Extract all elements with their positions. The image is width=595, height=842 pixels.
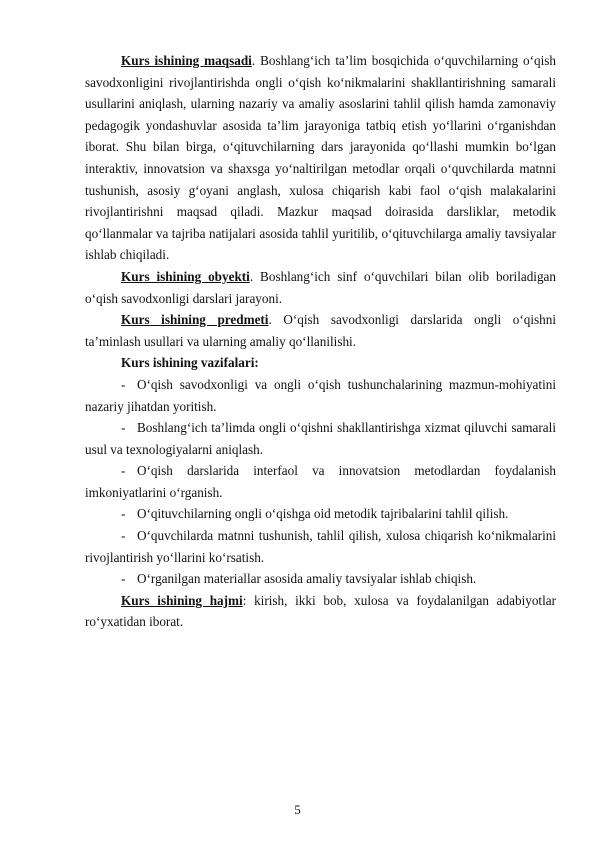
list-item-text: Boshlang‘ich ta’limda ongli o‘qishni shakllantirishga xizmat qiluvchi samarali usul va texnologiyalarni aniqlash. [85, 420, 556, 457]
list-item [85, 374, 556, 417]
text-predmet: . O‘qish savodxonligi darslarida ongli o‘qishni ta’minlash usullari va ularning amaliy qo‘llanilishi. [85, 312, 557, 349]
page-number: 5 [294, 802, 301, 817]
list-item-text: O‘qish darslarida interfaol va innovatsion metodlardan foydalanish imkoniyatlarini o‘rganish. [85, 463, 556, 500]
paragraph-hajmi [85, 590, 556, 633]
heading-predmet: Kurs ishining predmeti [121, 312, 269, 328]
paragraph-obyekt [85, 266, 556, 309]
list-item [85, 525, 556, 568]
list-item-text: O‘qish savodxonligi va ongli o‘qish tushunchalarining mazmun-mohiyatini nazariy jihatdan yoritish. [85, 376, 556, 414]
heading-vazifalar: Kurs ishining vazifalari: [121, 355, 259, 371]
paragraph-maqsad [85, 50, 556, 266]
dash-bullet: - [121, 571, 126, 587]
dash-bullet: - [121, 376, 126, 392]
list-item [85, 503, 556, 525]
list-item [85, 417, 556, 460]
dash-bullet: - [121, 528, 126, 544]
dash-bullet: - [121, 463, 126, 479]
text-maqsad: . Boshlang‘ich ta’lim bosqichida o‘quvchilarning o‘qish savodxonligini rivojlantirishda ongli o‘qish ko‘nikmalarini shakllantirishning samarali usullarini aniqlash, ularning nazariy va amaliy asoslarini tahlil qilish hamda zamonaviy pedagogik yondashuvlar asosida ta’lim jarayoniga tatbiq etish yo‘llarini o‘rganishdan iborat. Shu bilan birga, o‘qituvchilarning dars jarayonida qo‘llashi mumkin bo‘lgan interaktiv, innovatsion va shaxsga yo‘naltirilgan metodlar orqali o‘quvchilarda matnni tushunish, asosiy g‘oyani anglash, xulosa chiqarish kabi faol o‘qish malakalarini rivojlantirishni maqsad qiladi. Mazkur maqsad doirasida darsliklar, metodik qo‘llanmalar va tajriba natijalari asosida tahlil yuritilib, o‘qituvchilarga amaliy tavsiyalar ishlab chiqiladi. [85, 53, 556, 263]
list-item-text: O‘qituvchilarning ongli o‘qishga oid metodik tajribalarini tahlil qilish. [137, 506, 509, 522]
list-item-text: O‘quvchilarda matnni tushunish, tahlil qilish, xulosa chiqarish ko‘nikmalarini rivojlantirish yo‘llarini ko‘rsatish. [85, 528, 556, 565]
dash-bullet: - [121, 420, 126, 436]
text-hajmi: : kirish, ikki bob, xulosa va foydalanilgan adabiyotlar ro‘yxatidan iborat. [85, 592, 556, 630]
text-obyekt: . Boshlang‘ich sinf o‘quvchilari bilan olib boriladigan o‘qish savodxonligi darslari jarayoni. [85, 268, 557, 306]
dash-bullet: - [121, 506, 126, 522]
heading-maqsad: Kurs ishining maqsadi [121, 53, 252, 68]
paragraph-predmet [85, 309, 556, 352]
list-item [85, 568, 556, 590]
document-page [85, 50, 556, 633]
list-item [85, 460, 556, 503]
list-item-text: O‘rganilgan materiallar asosida amaliy tavsiyalar ishlab chiqish. [137, 571, 477, 587]
heading-hajmi: Kurs ishining hajmi [121, 592, 243, 608]
paragraph-vazifalar-heading [85, 352, 556, 374]
heading-obyekt: Kurs ishining obyekti [121, 268, 250, 284]
